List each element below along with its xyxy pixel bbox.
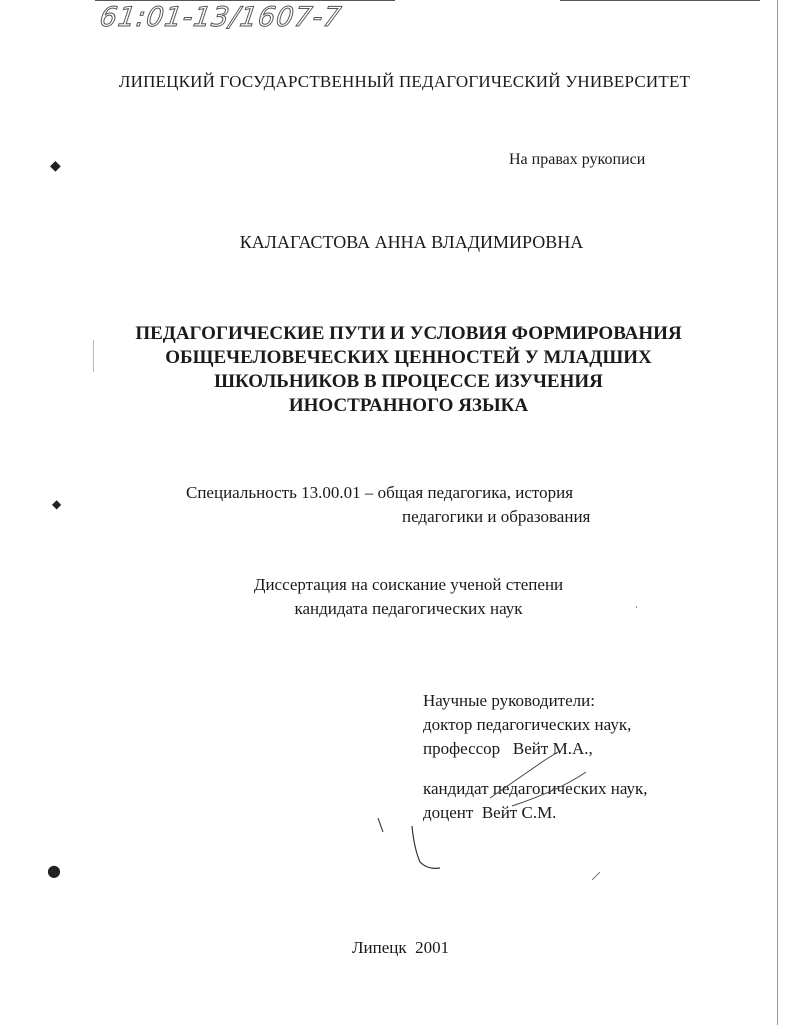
signature-stroke-4 [378, 818, 383, 832]
signature-stroke-3 [412, 826, 440, 868]
degree-line-2: кандидата педагогических наук [294, 599, 523, 618]
university-name: ЛИПЕЦКИЙ ГОСУДАРСТВЕННЫЙ ПЕДАГОГИЧЕСКИЙ УНИВЕРСИТЕТ [118, 72, 691, 91]
advisor-1-degree: доктор педагогических наук, [423, 715, 632, 734]
signature-stroke-1 [490, 752, 558, 798]
city-and-year: Липецк 2001 [352, 938, 450, 957]
advisor-2-title-name: доцент Вейт С.М. [423, 803, 557, 822]
title-line: ИНОСТРАННОГО ЯЗЫКА [288, 395, 529, 416]
margin-mark-3: ● [47, 861, 61, 880]
advisors-heading: Научные руководители: [423, 691, 595, 710]
title-line: ПЕДАГОГИЧЕСКИЕ ПУТИ И УСЛОВИЯ ФОРМИРОВАНИЯ [135, 323, 682, 344]
degree-line-1: Диссертация на соискание ученой степени [253, 575, 564, 594]
author-name: КАЛАГАСТОВА АННА ВЛАДИМИРОВНА [239, 232, 584, 252]
margin-mark-2: ◆ [52, 497, 62, 511]
specialty-line-2: педагогики и образования [402, 507, 591, 526]
specialty-line-1: Специальность 13.00.01 – общая педагогика, история [186, 483, 574, 502]
signature-stroke-5 [592, 872, 600, 880]
title-line: ОБЩЕЧЕЛОВЕЧЕСКИХ ЦЕННОСТЕЙ У МЛАДШИХ [165, 347, 652, 368]
advisor-2-degree: кандидат педагогических наук, [423, 779, 648, 798]
margin-mark-1: ◆ [50, 158, 61, 174]
title-line: ШКОЛЬНИКОВ В ПРОЦЕССЕ ИЗУЧЕНИЯ [214, 371, 603, 392]
library-stamp-number: 61:01-13/1607-7 [97, 2, 344, 33]
signature-stroke-2 [512, 772, 586, 806]
advisor-1-title-name: профессор Вейт М.А., [423, 739, 593, 758]
manuscript-rights-note: На правах рукописи [509, 151, 646, 168]
